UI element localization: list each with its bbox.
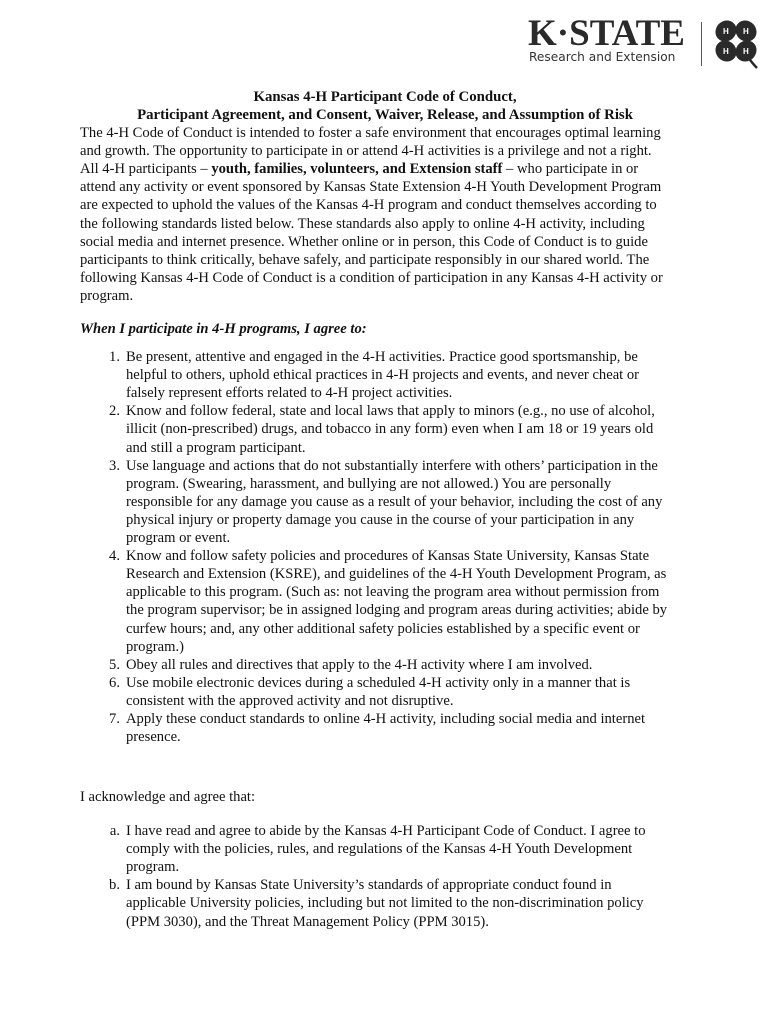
bold-participants-text: youth, families, volunteers, and Extension staff (211, 161, 503, 178)
intro-line (80, 160, 638, 178)
list-item-line: Apply these conduct standards to online 4-H activity, including social media and internet (126, 711, 646, 727)
list-item-line: I have read and agree to abide by the Kansas 4-H Participant Code of Conduct. I agree to (126, 823, 646, 839)
list-item-line: curfew hours; and, any other additional safety policies established by a specific event or (126, 620, 640, 637)
list-item-line: helpful to others, uphold ethical practices in 4-H projects and events, and never cheat or (126, 367, 640, 384)
list-item-line: program or event. (126, 530, 231, 546)
svg-text:H: H (743, 27, 749, 36)
title-line-1: Kansas 4-H Participant Code of Conduct, (253, 89, 517, 105)
list-number: a. (109, 823, 120, 839)
list-item-line: I am bound by Kansas State University’s standards of appropriate conduct found in (126, 877, 612, 894)
list-item-line: Research and Extension (KSRE), and guidelines of the 4-H Youth Development Program, as (126, 566, 667, 583)
svg-text:H: H (743, 47, 749, 56)
intro-line: social media and internet presence. Whether online or in person, this Code of Conduct is to guide (80, 233, 648, 250)
logo-divider (701, 22, 702, 66)
list-item-line: Be present, attentive and engaged in the 4-H activities. Practice good sportsmanship, be (126, 349, 638, 365)
list-item-line: illicit (non-prescribed) drugs, and tobacco in any form) even when I am 18 or 19 years old (126, 421, 654, 438)
list-item-line: presence. (126, 729, 181, 746)
list-item-line: Use mobile electronic devices during a scheduled 4-H activity only in a manner that is (126, 674, 631, 691)
intro-line: The 4-H Code of Conduct is intended to foster a safe environment that encourages optimal learning (80, 125, 661, 141)
acknowledge-heading: I acknowledge and agree that: (80, 789, 256, 805)
list-item-line: applicable to this program. (Such as: not leaving the program area without permission from (126, 584, 660, 601)
agree-heading: When I participate in 4-H programs, I agree to: (80, 321, 367, 337)
document-title (0, 88, 770, 124)
list-item-line: physical injury or property damage you cause in the course of your participation in any (126, 511, 635, 528)
list-item-line: Use language and actions that do not substantially interfere with others’ participation in the (126, 457, 658, 474)
logo-subtitle: Research and Extension (529, 50, 676, 64)
4h-clover-icon (711, 18, 761, 70)
list-number: 5. (109, 656, 120, 673)
intro-line: following Kansas 4-H Code of Conduct is a condition of participation in any Kansas 4-H activity or (80, 269, 663, 286)
kstate-wordmark: K·STATE (528, 13, 685, 54)
list-number: 2. (109, 403, 120, 420)
intro-line: and growth. The opportunity to participate in or attend 4-H activities is a privilege and not a right. (80, 143, 652, 160)
list-number: 7. (109, 711, 120, 727)
list-item-line: consistent with the approved activity and not disruptive. (126, 692, 454, 709)
list-item-line: Know and follow safety policies and procedures of Kansas State University, Kansas State (126, 548, 650, 565)
intro-line: are expected to uphold the values of the Kansas 4-H program and conduct themselves according to (80, 197, 657, 214)
list-item-line: Know and follow federal, state and local laws that apply to minors (e.g., no use of alcohol, (126, 403, 655, 420)
list-number: 3. (109, 457, 120, 474)
list-item-line: applicable University policies, including but not limited to the non-discrimination policy (126, 895, 644, 912)
kstate-4h-logo (528, 13, 764, 68)
intro-text: – who participate in or (502, 161, 639, 178)
list-item-line: comply with the policies, rules, and regulations of the Kansas 4-H Youth Development (126, 841, 633, 858)
list-item-line: responsible for any damage you cause as a result of your behavior, including the cost of any (126, 493, 663, 510)
intro-line: the following standards listed below. These standards also apply to online 4-H activity, including (80, 215, 645, 232)
list-item-line: falsely represent efforts related to 4-H project activities. (126, 385, 453, 402)
list-item-line: the program supervisor; be in assigned lodging and program areas during activities; abide by (126, 602, 668, 619)
list-item-line: and still a program participant. (126, 439, 306, 456)
svg-text:H: H (723, 27, 729, 36)
intro-line: program. (80, 287, 134, 304)
list-item-line: Obey all rules and directives that apply to the 4-H activity where I am involved. (126, 656, 593, 673)
svg-text:H: H (723, 47, 729, 56)
list-number: 6. (109, 674, 120, 691)
intro-line: participants to think critically, behave safely, and participate responsibly in our shared world. The (80, 251, 650, 268)
list-item-line: program. (126, 859, 180, 876)
intro-text: All 4-H participants – (80, 161, 212, 178)
list-item-line: (PPM 3030), and the Threat Management Policy (PPM 3015). (126, 913, 489, 930)
title-line-2: Participant Agreement, and Consent, Waiver, Release, and Assumption of Risk (137, 107, 633, 123)
list-item-line: program.) (126, 638, 184, 655)
list-number: 4. (109, 548, 120, 565)
list-item-line: program. (Swearing, harassment, and bullying are not allowed.) You are personally (126, 475, 612, 492)
list-number: 1. (109, 349, 120, 365)
intro-line: attend any activity or event sponsored by Kansas State Extension 4-H Youth Development Program (80, 179, 662, 196)
list-number: b. (109, 877, 120, 894)
